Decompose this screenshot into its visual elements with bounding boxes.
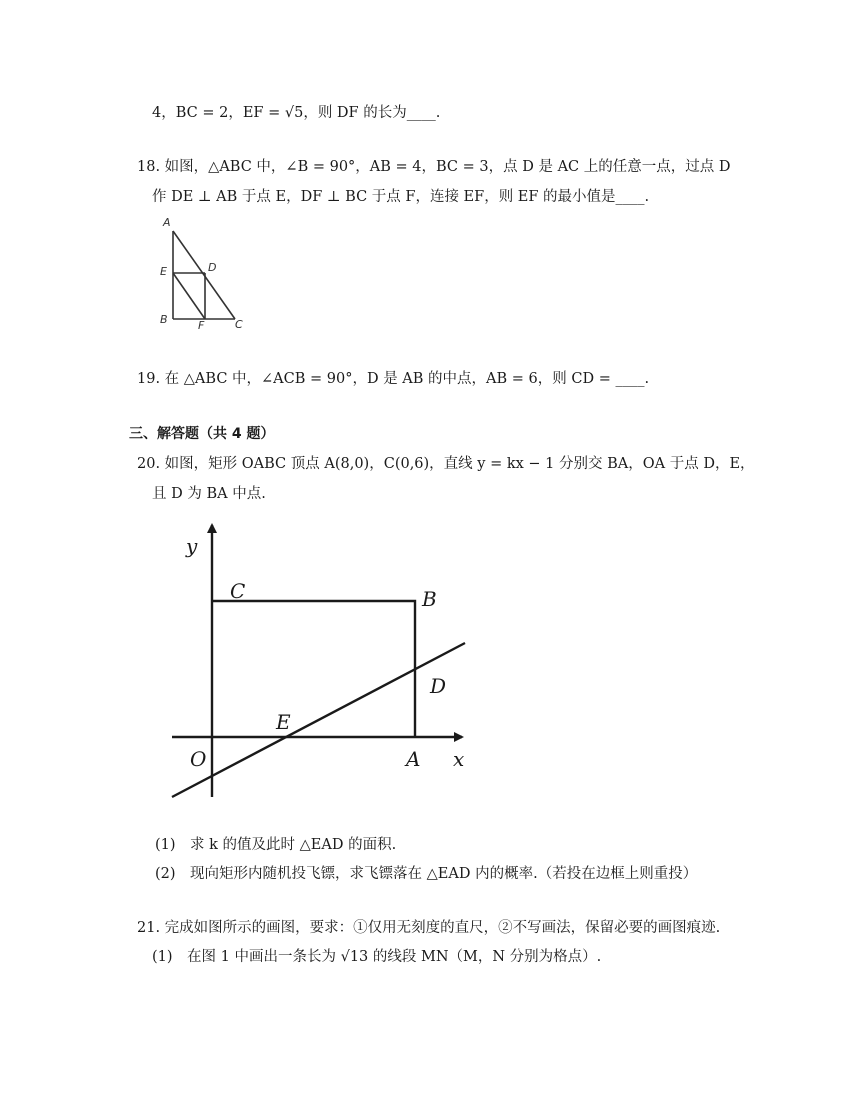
label-a: A	[163, 216, 171, 229]
label-e: E	[160, 265, 167, 278]
line-y-kx-minus-1	[172, 643, 465, 797]
label-b: B	[160, 313, 168, 326]
label-c: C	[230, 579, 246, 603]
q17-tail-text: 4，BC = 2，EF = √5，则 DF 的长为____.	[152, 105, 441, 121]
q21-line-1: 21. 完成如图所示的画图，要求：①仅用无刻度的直尺，②不写画法，保留必要的画图痕迹.	[137, 920, 721, 936]
rectangle-sides	[212, 601, 415, 737]
label-x-axis: x	[453, 747, 465, 771]
label-f: F	[198, 319, 205, 332]
segment-ac	[173, 231, 235, 319]
q20-rectangle-figure	[160, 515, 480, 805]
q20-part-1: (1) 求 k 的值及此时 △EAD 的面积.	[155, 837, 397, 853]
label-y-axis: y	[186, 534, 198, 558]
segment-ef	[173, 273, 205, 319]
label-b: B	[422, 587, 437, 611]
q19-text: 19. 在 △ABC 中，∠ACB = 90°，D 是 AB 的中点，AB = 6，则 CD = ____.	[137, 371, 650, 387]
q18-line-1: 18. 如图，△ABC 中，∠B = 90°，AB = 4，BC = 3，点 D 是 AC 上的任意一点，过点 D	[137, 159, 731, 175]
label-e: E	[276, 710, 291, 734]
q20-part-2: (2) 现向矩形内随机投飞镖，求飞镖落在 △EAD 内的概率.（若投在边框上则重投）	[155, 866, 698, 882]
q21-part-1: (1) 在图 1 中画出一条长为 √13 的线段 MN（M，N 分别为格点）.	[152, 949, 602, 965]
label-d: D	[430, 674, 447, 698]
label-c: C	[235, 318, 243, 331]
q18-triangle-figure	[155, 213, 265, 333]
label-d: D	[208, 261, 217, 274]
q18-line-2: 作 DE ⊥ AB 于点 E，DF ⊥ BC 于点 F，连接 EF，则 EF 的最小值是____.	[152, 189, 650, 205]
label-o: O	[190, 747, 207, 771]
q20-line-2: 且 D 为 BA 中点.	[152, 486, 266, 502]
section-heading: 三、解答题（共 4 题）	[129, 426, 275, 442]
q20-line-1: 20. 如图，矩形 OABC 顶点 A(8,0)，C(0,6)，直线 y = kx − 1 分别交 BA，OA 于点 D，E，	[137, 456, 755, 472]
label-a: A	[406, 747, 421, 771]
